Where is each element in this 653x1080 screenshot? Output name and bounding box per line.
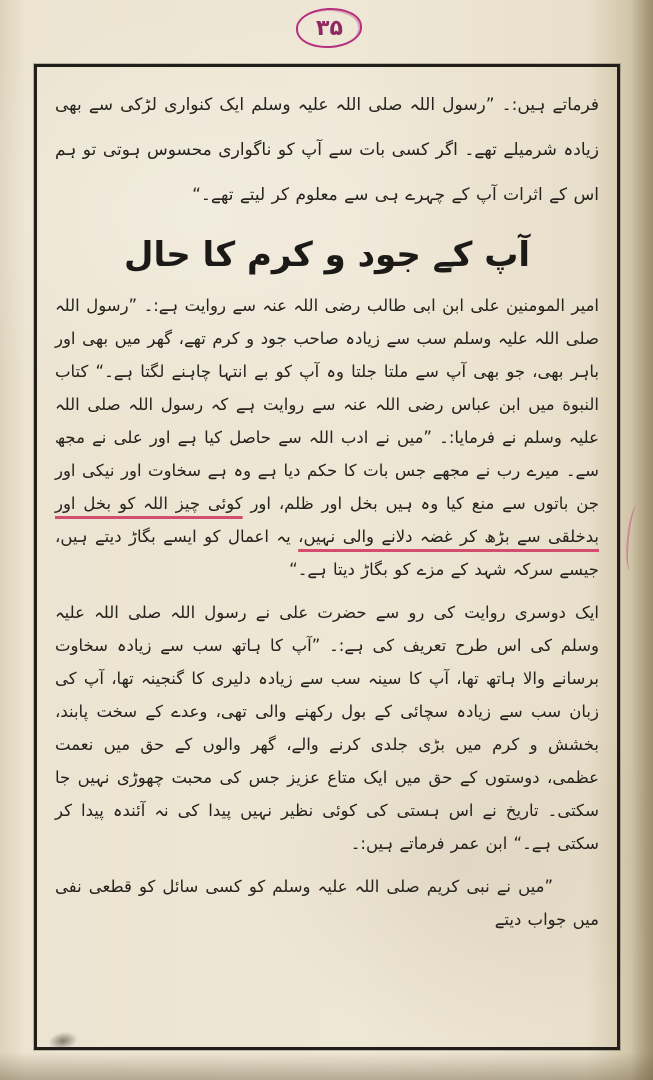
paragraph-continuation: فرماتے ہیں:۔ ”رسول اللہ صلی اللہ علیہ وسلم ایک کنواری لڑکی سے بھی زیادہ شرمیلے تھے۔ اگر کسی بات سے آپ کو ناگواری محسوس ہوتی تو ہم اس کے اثرات آپ کے چہرے ہی سے معلوم کر لیتے تھے۔“ (55, 95, 599, 205)
text-run-pre: امیر المومنین علی ابن ابی طالب رضی اللہ عنہ سے روایت ہے:۔ ”رسول اللہ صلی اللہ علیہ وسلم سب سے زیادہ صاحب جود و کرم تھے، گھر میں بھی اور باہر بھی، جو بھی آپ سے ملتا جلتا وہ آپ کو بے انتہا چاہنے لگتا ہے۔“ کتاب النبوة میں ابن عباس رضی اللہ عنہ سے روایت ہے کہ رسول اللہ صلی اللہ علیہ وسلم نے فرمایا:۔ ”میں نے ادب اللہ سے حاصل کیا ہے اور علی نے مجھ سے۔ میرے رب نے مجھے جس بات کا حکم دیا ہے وہ ہے سخاوت اور نیکی اور جن باتوں سے منع کیا وہ ہیں بخل اور ظلم، اور (55, 296, 599, 513)
paragraph-final-quote: ”میں نے نبی کریم صلی اللہ علیہ وسلم کو کسی سائل کو قطعی نفی میں جواب دیتے (55, 877, 599, 929)
text-rule-frame (34, 64, 620, 1050)
red-underlined-text: کوئی چیز اللہ کو بخل اور بدخلقی سے بڑھ کر غضہ دلانے والی نہیں، (55, 494, 599, 546)
paragraph-second-narration: ایک دوسری روایت کی رو سے حضرت علی نے رسول اللہ صلی اللہ علیہ وسلم کی اس طرح تعریف کی ہے:۔ ”آپ کا ہاتھ سب سے زیادہ سخاوت برسانے والا ہاتھ تھا، آپ کا سینہ سب سے زیادہ دلیری کا گنجینہ تھا، آپ کی زبان سب سے زیادہ سچائی کے بول رکھنے والی تھی، وعدے کے سخت پابند، بخشش و کرم میں بڑی جلدی کرنے والے، گھر والوں کے حق میں نعمت عظمی، دوستوں کے حق میں ایک متاع عزیز جس کی محبت چھوڑی نہیں جا سکتی۔ تاریخ نے اس ہستی کی کوئی نظیر نہیں پیدا کی نہ آئندہ پیدا کر سکتی ہے۔“ ابن عمر فرماتے ہیں:۔ (55, 603, 599, 853)
page-edge-shadow-right (631, 0, 653, 1080)
page-number: ۳۵ (315, 15, 343, 41)
text-run-post: یہ اعمال کو ایسے بگاڑ دیتے ہیں، جیسے سرکہ شہد کے مزے کو بگاڑ دیتا ہے۔“ (55, 527, 599, 579)
margin-pen-mark (624, 504, 645, 571)
section-heading: آپ کے جود و کرم کا حال (123, 235, 531, 275)
page-edge-shadow-bottom (0, 1052, 653, 1080)
page-number-badge (295, 6, 363, 49)
paragraph-first-narration (55, 289, 599, 586)
